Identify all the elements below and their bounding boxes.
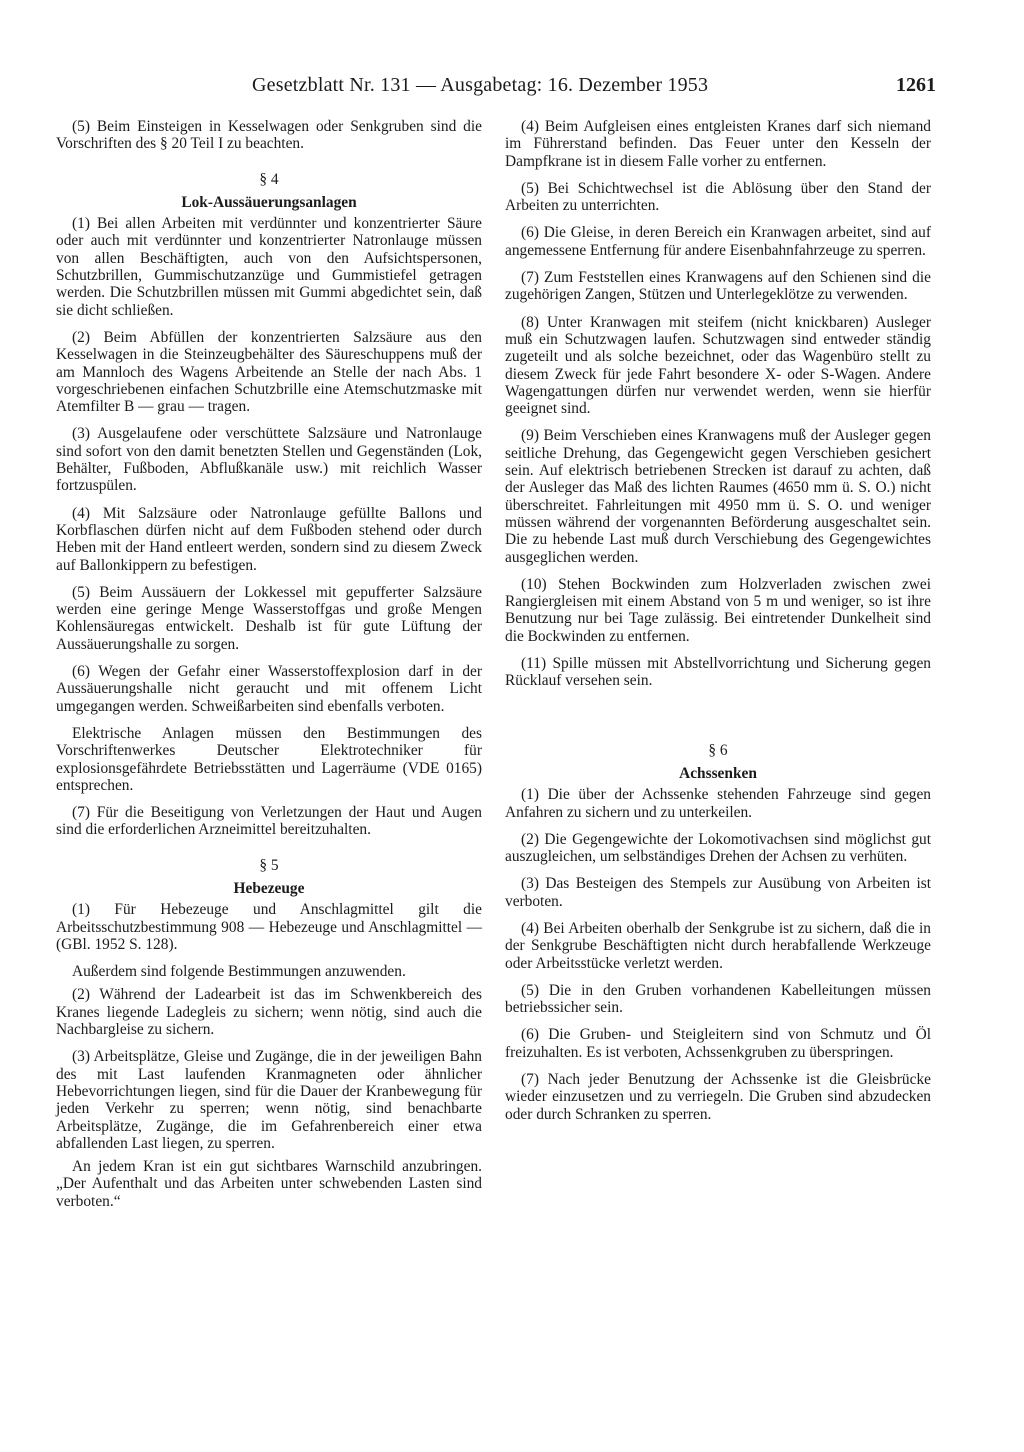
paragraph: (3) Ausgelaufene oder verschüttete Salzsäure und Natronlauge sind sofort von den damit benetzten Stellen und Gegenständen (Lok, Behälter, Fußboden, Abflußkanäle usw.) mit reichlich Wasser fortzuspülen. [56,425,482,495]
paragraph: (7) Nach jeder Benutzung der Achssenke ist die Gleisbrücke wieder einzusetzen und zu verriegeln. Die Gruben sind abzudecken oder durch Schranken zu sperren. [505,1071,931,1123]
paragraph: (6) Die Gruben- und Steigleitern sind von Schmutz und Öl freizuhalten. Es ist verboten, Achssenkgruben zu überspringen. [505,1026,931,1061]
paragraph: (1) Bei allen Arbeiten mit verdünnter und konzentrierter Säure oder auch mit verdünnter und konzentrierter Natronlauge müssen von allen Beschäftigten, auch von den Aufsichtspersonen, Schutzbrillen, Gummischutzanzüge und Gummistiefel getragen werden. Die Schutzbrillen müssen mit Gummi abgedichtet sein, daß sie dicht schließen. [56,215,482,319]
paragraph: (5) Die in den Gruben vorhandenen Kabelleitungen müssen betriebssicher sein. [505,981,931,1017]
paragraph: (7) Zum Feststellen eines Kranwagens auf den Schienen sind die zugehörigen Zangen, Stützen und Unterlegeklötze zu verwenden. [505,269,931,304]
page-number: 1261 [896,74,936,96]
paragraph: (6) Die Gleise, in deren Bereich ein Kranwagen arbeitet, sind auf angemessene Entfernung für andere Eisenbahnfahrzeuge zu sperren. [505,224,931,259]
section-number: § 4 [259,170,279,188]
section-number: § 6 [708,741,728,759]
section-number: § 5 [259,856,279,874]
paragraph: (10) Stehen Bockwinden zum Holzverladen zwischen zwei Rangiergleisen mit einem Abstand von 5 m und weniger, so ist ihre Benutzung nur bei Tage zulässig. Bei eintretender Dunkelheit sind die Bockwinden zu entfernen. [505,575,931,645]
paragraph: (1) Die über der Achssenke stehenden Fahrzeuge sind gegen Anfahren zu sichern und zu unterkeilen. [505,786,931,821]
paragraph: An jedem Kran ist ein gut sichtbares Warnschild anzubringen. „Der Aufenthalt und das Arbeiten unter schwebenden Lasten sind verboten.“ [56,1158,482,1210]
paragraph: (11) Spille müssen mit Abstellvorrichtung und Sicherung gegen Rücklauf versehen sein. [505,655,931,690]
left-column [56,118,482,1220]
page-header [56,74,936,100]
section-title: Hebezeuge [233,879,305,897]
paragraph: Elektrische Anlagen müssen den Bestimmungen des Vorschriftenwerkes Deutscher Elektrotechniker für explosionsgefährdete Betriebsstätten und Lagerräume (VDE 0165) entsprechen. [56,724,482,794]
paragraph: (5) Beim Einsteigen in Kesselwagen oder Senkgruben sind die Vorschriften des § 20 Teil I zu beachten. [56,118,482,153]
paragraph: (4) Bei Arbeiten oberhalb der Senkgrube ist zu sichern, daß die in der Senkgrube Beschäftigten nicht durch herabfallende Werkzeuge oder Arbeitsstücke verletzt werden. [505,919,931,972]
paragraph: (2) Die Gegengewichte der Lokomotivachsen sind möglichst gut auszugleichen, um selbständiges Drehen der Achsen zu verhüten. [505,830,931,866]
paragraph: (2) Während der Ladearbeit ist das im Schwenkbereich des Kranes liegende Ladegleis zu sichern; wenn nötig, sind auch die Nachbargleise zu sichern. [56,986,482,1039]
right-column [505,118,931,1133]
paragraph: (2) Beim Abfüllen der konzentrierten Salzsäure aus den Kesselwagen in die Steinzeugbehälter des Säureschuppens muß der am Mannloch des Wagens Arbeitende an Stelle der nach Abs. 1 vorgeschriebenen einfachen Schutzbrille eine Atemschutzmaske mit Atemfilter B — grau — tragen. [56,328,482,416]
paragraph: (3) Das Besteigen des Stempels zur Ausübung von Arbeiten ist verboten. [505,875,931,910]
spacer [505,700,931,724]
paragraph: (4) Beim Aufgleisen eines entgleisten Kranes darf sich niemand im Führerstand befinden. Das Feuer unter den Kesseln der Dampfkrane ist in diesem Falle vorher zu entfernen. [505,118,931,170]
paragraph: (1) Für Hebezeuge und Anschlagmittel gilt die Arbeitsschutzbestimmung 908 — Hebezeuge und Anschlagmittel — (GBl. 1952 S. 128). [56,901,482,953]
paragraph: (8) Unter Kranwagen mit steifem (nicht knickbaren) Ausleger muß ein Schutzwagen laufen. Schutzwagen sind entweder ständig zugeteilt und als solche bezeichnet, oder das Wagenbüro stellt zu diesem Zweck für jede Fahrt besondere X- oder S-Wagen. Andere Wagengattungen dürfen nur verwendet werden, wenn sie hierfür geeignet sind. [505,313,931,418]
paragraph: Außerdem sind folgende Bestimmungen anzuwenden. [72,963,406,981]
paragraph: (5) Beim Aussäuern der Lokkessel mit gepufferter Salzsäure werden eine geringe Menge Wasserstoffgas und große Mengen Kohlensäuregas entwickelt. Deshalb ist für gute Lüftung der Aussäuerungshalle zu sorgen. [56,583,482,653]
paragraph: (4) Mit Salzsäure oder Natronlauge gefüllte Ballons und Korbflaschen dürfen nicht auf dem Fußboden stehend oder durch Heben mit der Hand entleert werden, sondern sind zu diesem Zweck auf Ballonkippern zu befestigen. [56,504,482,574]
gazette-title: Gesetzblatt Nr. 131 — Ausgabetag: 16. Dezember 1953 [252,74,709,96]
paragraph: (7) Für die Beseitigung von Verletzungen der Haut und Augen sind die erforderlichen Arzneimittel bereitzuhalten. [56,804,482,839]
section-title: Achssenken [679,764,757,782]
paragraph: (5) Bei Schichtwechsel ist die Ablösung über den Stand der Arbeiten zu unterrichten. [505,179,931,215]
section-title: Lok-Aussäuerungsanlagen [181,193,357,211]
paragraph: (9) Beim Verschieben eines Kranwagens muß der Ausleger gegen seitliche Drehung, das Gegengewicht gegen Verschieben gesichert sein. Auf elektrisch betriebenen Strecken ist darauf zu achten, daß der Ausleger das Maß des lichten Raumes (4650 mm ü. S. O.) nicht überschreitet. Fahrleitungen mit 4950 mm ü. S. O. und weniger müssen während der vorgenannten Beförderung ausgeschaltet sein. Die zu hebende Last muß durch Verschiebung des Gegengewichtes ausgeglichen werden. [505,427,931,566]
paragraph: (3) Arbeitsplätze, Gleise und Zugänge, die in der jeweiligen Bahn des mit Last laufenden Kranmagneten oder ähnlicher Hebevorrichtungen liegen, sind für die Dauer der Kranbewegung für jeden Verkehr zu sperren; wenn nötig, sind benachbarte Arbeitsplätze, Zugänge, die im Gefahrenbereich einer etwa abfallenden Last liegen, zu sperren. [56,1048,482,1152]
paragraph: (6) Wegen der Gefahr einer Wasserstoffexplosion darf in der Aussäuerungshalle nicht geraucht und mit offenem Licht umgegangen werden. Schweißarbeiten sind ebenfalls verboten. [56,663,482,715]
